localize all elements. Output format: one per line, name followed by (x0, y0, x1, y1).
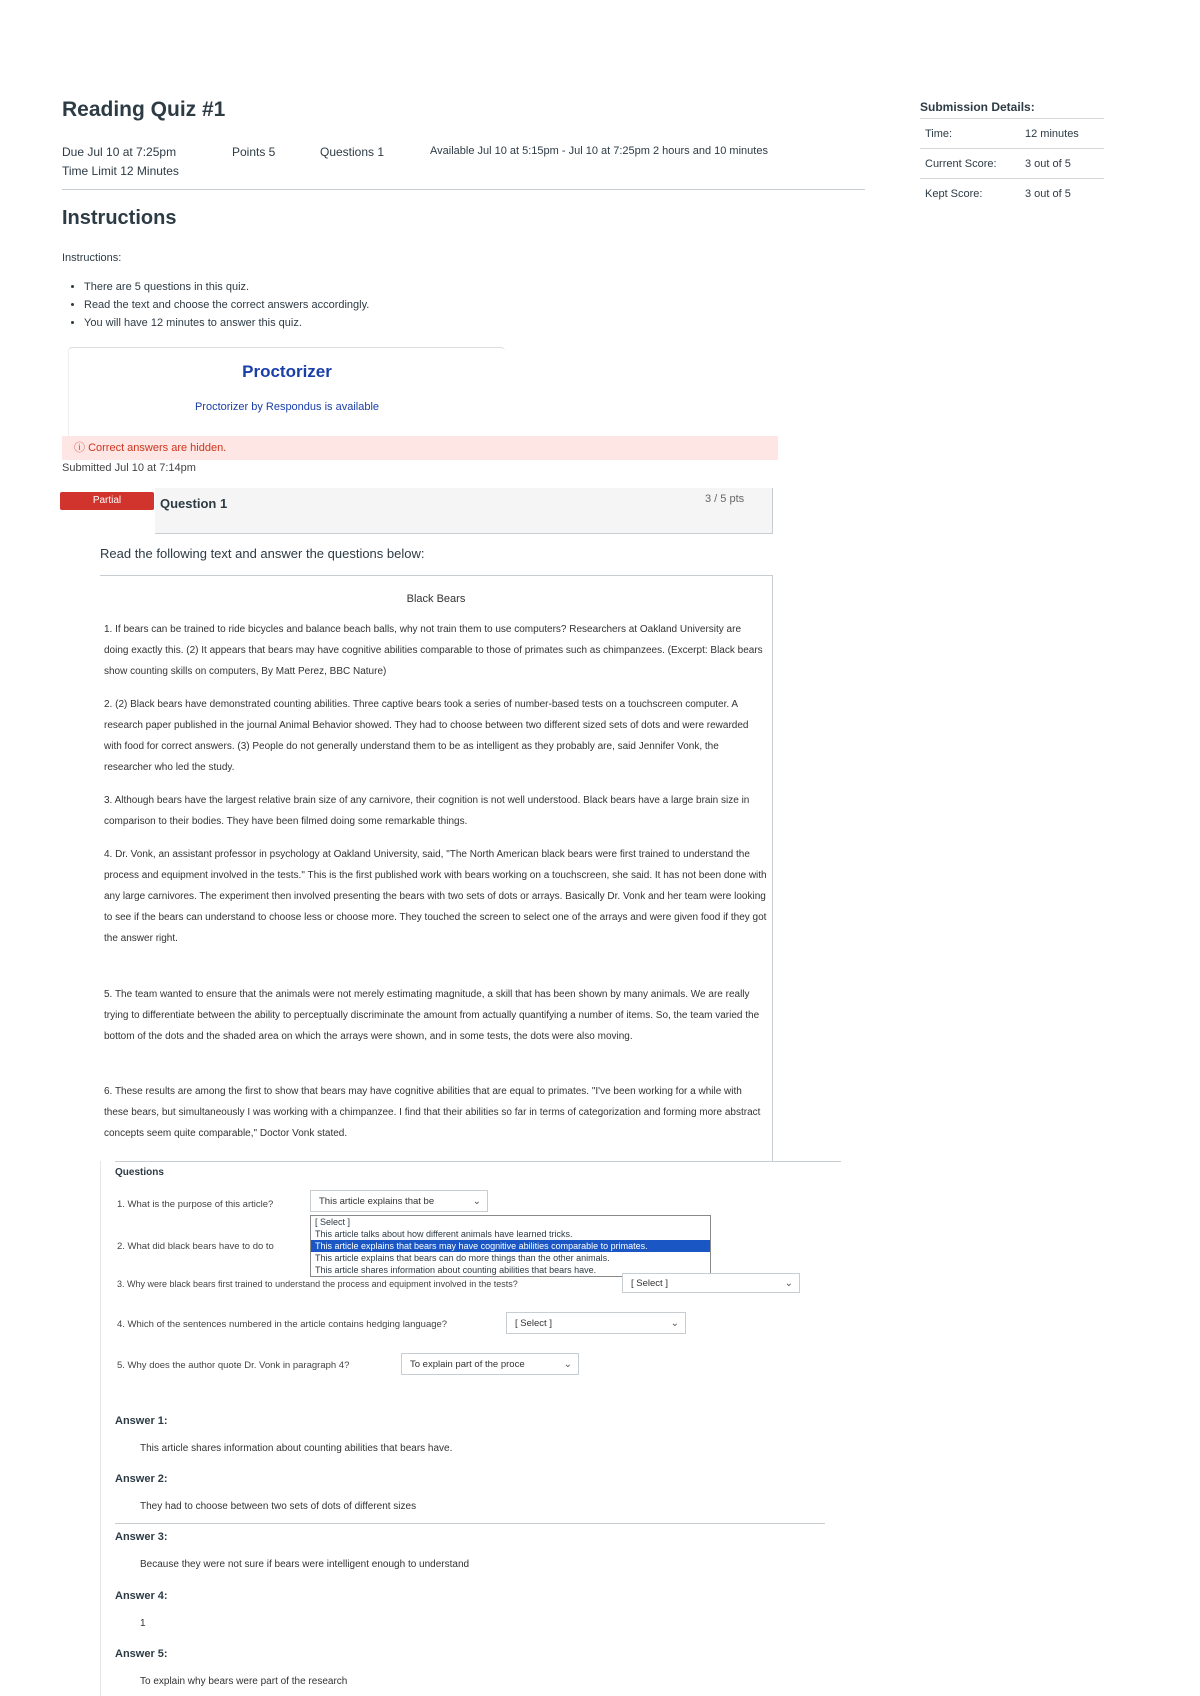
submitted-time: Submitted Jul 10 at 7:14pm (62, 462, 196, 474)
instructions-label: Instructions: (62, 252, 122, 264)
questions-divider (115, 1161, 841, 1162)
submission-details-title: Submission Details: (920, 100, 1035, 114)
submission-value: 3 out of 5 (1025, 188, 1071, 200)
questions-label: Questions (115, 1167, 164, 1178)
passage-box (100, 575, 773, 1161)
due-date: Due Jul 10 at 7:25pm (62, 145, 177, 159)
question-item-text: 2. What did black bears have to do to (117, 1241, 274, 1252)
header-divider (62, 189, 865, 190)
chevron-down-icon: ⌄ (472, 1196, 481, 1207)
selected-value: To explain part of the proce (410, 1359, 525, 1370)
question-header (155, 488, 773, 534)
instruction-item: • There are 5 questions in this quiz. (84, 278, 369, 296)
submission-key: Kept Score: (925, 188, 983, 200)
question-item-text: 1. What is the purpose of this article? (117, 1199, 274, 1210)
answer-value: They had to choose between two sets of dots of different sizes (140, 1501, 417, 1512)
answer-select-3[interactable] (622, 1273, 800, 1293)
submission-details-table (920, 118, 1104, 208)
question-name: Question 1 (160, 496, 228, 511)
dropdown-option[interactable]: This article talks about how different animals have learned tricks. (315, 1229, 573, 1239)
instructions-heading: Instructions (62, 207, 177, 229)
passage-paragraph: 2. (2) Black bears have demonstrated counting abilities. Three captive bears took a series of number-based tests on a touchscreen computer. A research paper published in the journal Animal Behavior showed. They had to choose between two different sized sets of dots and were rewarded with food for correct answers. (3) People do not generally understand them to be as intelligent as they probably are, said Jennifer Vonk, the researcher who led the study. (104, 699, 749, 773)
submission-key: Time: (925, 128, 953, 140)
chevron-down-icon: ⌄ (670, 1318, 679, 1329)
answers-divider (115, 1523, 825, 1524)
answer-select-5[interactable] (401, 1353, 579, 1375)
answer-label: Answer 1: (115, 1415, 168, 1427)
passage-paragraph: 5. The team wanted to ensure that the animals were not merely estimating magnitude, a skill that has been shown by many animals. We are really trying to differentiate between the ability to perceptually discriminate the amount from actually quantifying a number of items. So, the team varied the bottom of the dots and the shaded area on which the arrays were shown, and in some tests, the dots were also moving. (104, 989, 760, 1042)
answer-value: Because they were not sure if bears were intelligent enough to understand (140, 1559, 470, 1570)
passage-paragraph: 1. If bears can be trained to ride bicycles and balance beach balls, why not train them to use computers? Researchers at Oakland University are doing exactly this. (2) It appears that bears may have cognitive abilities comparable to those of primates such as chimpanzees. (Excerpt: Black bears show counting skills on computers, By Matt Perez, BBC Nature) (104, 624, 763, 677)
proctorizer-link[interactable]: Proctorizer by Respondus is available (194, 401, 380, 413)
question-item-text: 3. Why were black bears first trained to understand the process and equipment involved in the tests? (117, 1279, 518, 1289)
answer-select-4[interactable] (506, 1312, 686, 1334)
submission-value: 3 out of 5 (1025, 158, 1071, 170)
chevron-down-icon: ⌄ (563, 1359, 572, 1370)
question-item-text: 5. Why does the author quote Dr. Vonk in paragraph 4? (117, 1360, 350, 1371)
question-prompt: Read the following text and answer the questions below: (100, 546, 425, 561)
selected-value: [ Select ] (631, 1278, 668, 1289)
info-icon: ⓘ (74, 442, 89, 454)
dropdown-option[interactable]: This article explains that bears can do more things than the other animals. (315, 1253, 610, 1263)
dropdown-option[interactable]: [ Select ] (315, 1217, 351, 1227)
submission-key: Current Score: (925, 158, 997, 170)
dropdown-option[interactable]: This article explains that bears may have cognitive abilities comparable to primates. (311, 1240, 710, 1252)
answer-value: This article shares information about counting abilities that bears have. (140, 1443, 453, 1454)
answer-label: Answer 2: (115, 1473, 168, 1485)
answer-value: To explain why bears were part of the research (140, 1676, 348, 1687)
submission-row (920, 178, 1104, 208)
instruction-item: • Read the text and choose the correct answers accordingly. (84, 296, 369, 314)
time-limit: Time Limit 12 Minutes (62, 164, 179, 178)
notice-text: Correct answers are hidden. (88, 442, 227, 454)
passage-paragraph: 6. These results are among the first to show that bears may have cognitive abilities that are equal to primates. "I've been working for a while with these bears, but simultaneously I was working with a chimpanzee. I find that their abilities so far in terms of categorization and forming more abstract concepts seem quite comparable," Doctor Vonk stated. (104, 1086, 761, 1139)
answer-label: Answer 5: (115, 1648, 168, 1660)
passage-paragraph: 3. Although bears have the largest relative brain size of any carnivore, their cognition is not well understood. Black bears have a large brain size in comparison to their bodies. They have been filmed doing some remarkable things. (104, 795, 750, 827)
submission-row (920, 148, 1104, 178)
chevron-down-icon: ⌄ (784, 1278, 793, 1289)
proctorizer-panel (68, 347, 505, 438)
left-rule (100, 1161, 101, 1696)
instruction-item: • You will have 12 minutes to answer this quiz. (84, 314, 369, 332)
dropdown-option[interactable]: This article shares information about counting abilities that bears have. (315, 1265, 597, 1275)
question-item-text: 4. Which of the sentences numbered in the article contains hedging language? (117, 1319, 448, 1330)
passage-title: Black Bears (406, 593, 466, 605)
selected-value: This article explains that be (319, 1196, 435, 1207)
partial-badge: Partial (60, 492, 154, 510)
answer-label: Answer 4: (115, 1590, 168, 1602)
answer-select-1[interactable] (310, 1190, 488, 1212)
submission-row (920, 118, 1104, 148)
dropdown-options (310, 1215, 711, 1277)
instructions-list (70, 278, 369, 332)
answer-label: Answer 3: (115, 1531, 168, 1543)
quiz-title: Reading Quiz #1 (62, 98, 226, 121)
passage-paragraph: 4. Dr. Vonk, an assistant professor in psychology at Oakland University, said, "The North American black bears were first trained to understand the process and equipment involved in the tests." This is the first published work with bears working on a touchscreen, she said. It has not been done with any large carnivores. The experiment then involved presenting the bears with two sets of dots or arrays. Basically Dr. Vonk and her team were looking to see if the bears can understand to choose less or choose more. They touched the screen to select one of the arrays and were given food if they got the answer right. (104, 849, 767, 944)
selected-value: [ Select ] (515, 1318, 552, 1329)
answers-hidden-notice (62, 436, 778, 460)
question-points: 3 / 5 pts (705, 493, 745, 505)
proctorizer-title: Proctorizer (242, 362, 332, 381)
points-total: Points 5 (232, 145, 276, 159)
answer-value: 1 (140, 1618, 146, 1629)
availability: Available Jul 10 at 5:15pm - Jul 10 at 7:25pm 2 hours and 10 minutes (430, 145, 768, 157)
submission-value: 12 minutes (1025, 128, 1079, 140)
question-count: Questions 1 (320, 145, 385, 159)
